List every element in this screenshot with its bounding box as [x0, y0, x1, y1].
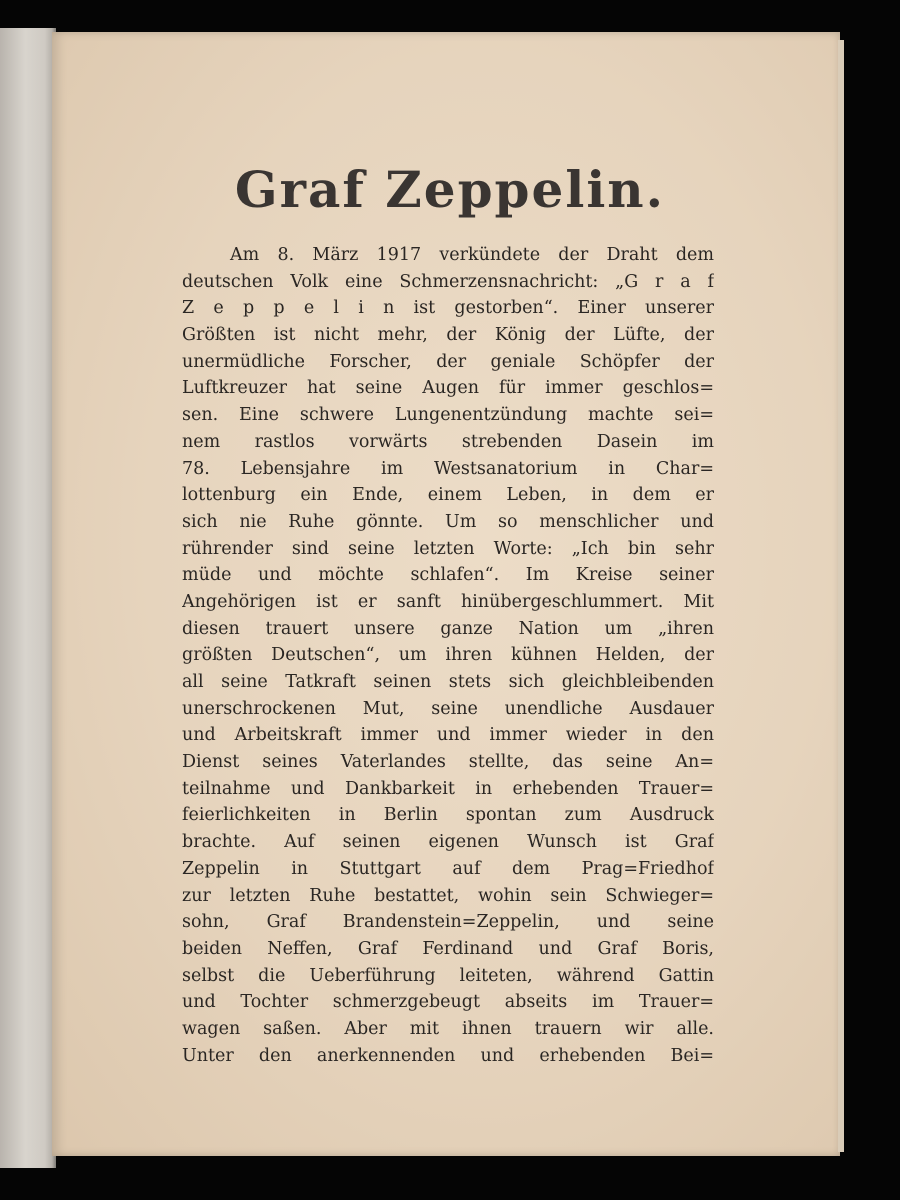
text-line: und Arbeitskraft immer und immer wieder in den — [182, 725, 714, 746]
text-line: selbst die Ueberführung leiteten, während Gattin — [182, 965, 714, 986]
text-line: unermüdliche Forscher, der geniale Schöpfer der — [182, 351, 714, 372]
text-line: und Tochter schmerzgebeugt abseits im Trauer= — [182, 992, 714, 1013]
text-line: größten Deutschen“, um ihren kühnen Helden, der — [182, 645, 714, 666]
text-line: beiden Neffen, Graf Ferdinand und Graf Boris, — [182, 938, 714, 959]
text-line: rührender sind seine letzten Worte: „Ich bin sehr — [182, 538, 714, 559]
text-line: diesen trauert unsere ganze Nation um „ihren — [182, 618, 714, 639]
text-line: Zeppelin in Stuttgart auf dem Prag=Friedhof — [182, 858, 714, 879]
text-line: wagen saßen. Aber mit ihnen trauern wir alle. — [182, 1018, 714, 1039]
text-line: Angehörigen ist er sanft hinübergeschlummert. Mit — [182, 591, 714, 612]
text-line: all seine Tatkraft seinen stets sich gleichbleibenden — [182, 672, 714, 692]
text-line: teilnahme und Dankbarkeit in erhebenden Trauer= — [182, 778, 714, 799]
text-line: brachte. Auf seinen eigenen Wunsch ist Graf — [182, 832, 714, 853]
text-line: feierlichkeiten in Berlin spontan zum Ausdruck — [182, 805, 714, 826]
text-line: zur letzten Ruhe bestattet, wohin sein Schwieger= — [182, 885, 714, 906]
text-line: sich nie Ruhe gönnte. Um so menschlicher und — [182, 511, 714, 532]
text-line: müde und möchte schlafen“. Im Kreise seiner — [182, 565, 714, 586]
text-line: 78. Lebensjahre im Westsanatorium in Char= — [182, 458, 714, 479]
page-title: Graf Zeppelin. — [234, 160, 666, 219]
text-line: Luftkreuzer hat seine Augen für immer geschlos= — [182, 378, 714, 399]
text-line: nem rastlos vorwärts strebenden Dasein im — [182, 431, 714, 452]
text-line: lottenburg ein Ende, einem Leben, in dem er — [182, 485, 714, 506]
text-line: unerschrockenen Mut, seine unendliche Ausdauer — [182, 698, 714, 719]
text-line: sen. Eine schwere Lungenentzündung machte sei= — [182, 405, 714, 426]
text-line: Am 8. März 1917 verkündete der Draht dem — [230, 245, 714, 265]
text-line: Dienst seines Vaterlandes stellte, das seine An= — [182, 752, 714, 773]
text-line: sohn, Graf Brandenstein=Zeppelin, und seine — [182, 912, 714, 933]
text-line: Unter den anerkennenden und erhebenden Bei= — [182, 1045, 714, 1066]
text-line: Z e p p e l i n ist gestorben“. Einer unserer — [182, 298, 714, 319]
text-line: Größten ist nicht mehr, der König der Lüfte, der — [182, 325, 714, 346]
body-text — [182, 242, 714, 1069]
text-line: deutschen Volk eine Schmerzensnachricht: „G r a f — [182, 271, 714, 292]
